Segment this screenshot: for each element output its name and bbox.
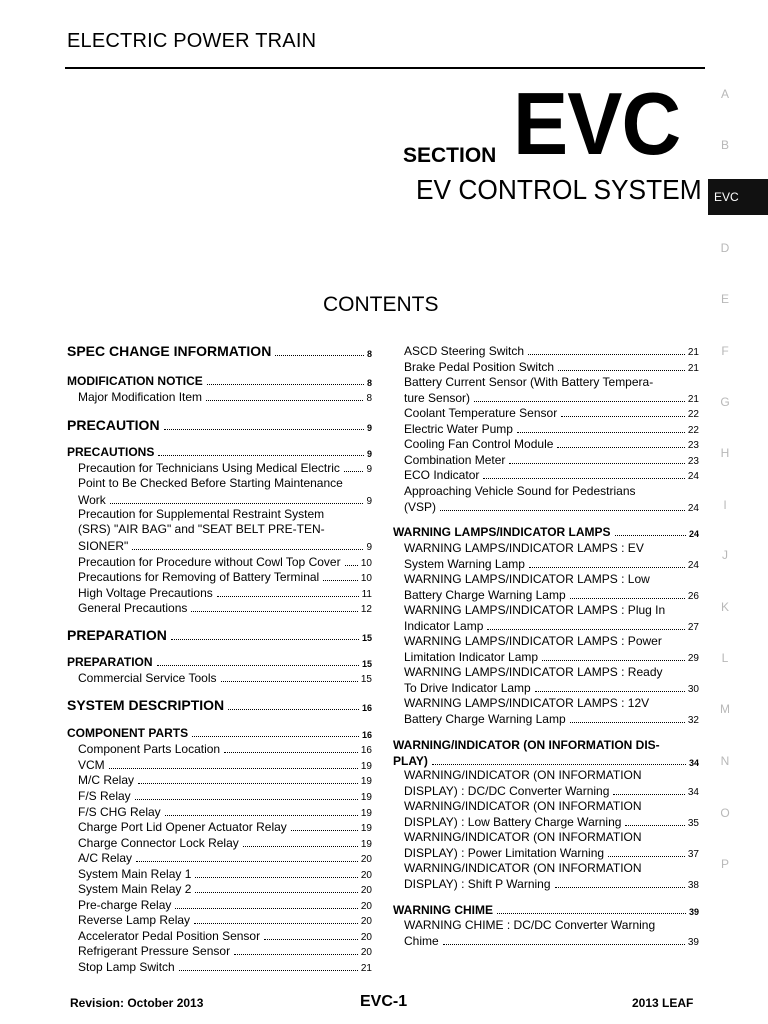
toc-entry-page: 19 bbox=[360, 761, 372, 772]
toc-entry-title: Coolant Temperature Sensor bbox=[404, 406, 558, 420]
side-tab-letter[interactable]: K bbox=[720, 600, 729, 614]
toc-entry-title: Combination Meter bbox=[404, 453, 506, 467]
toc-entry-title: PLAY) bbox=[393, 754, 428, 768]
toc-entry-title: Pre-charge Relay bbox=[78, 898, 172, 912]
toc-entry[interactable] bbox=[67, 627, 372, 643]
toc-entry[interactable] bbox=[404, 650, 699, 664]
toc-entry-page: 12 bbox=[360, 604, 372, 615]
toc-entry-page: 20 bbox=[360, 885, 372, 896]
toc-entry-line: (SRS) "AIR BAG" and "SEAT BELT PRE-TEN- bbox=[78, 522, 325, 536]
toc-entry[interactable] bbox=[78, 570, 372, 584]
dot-leader bbox=[110, 503, 364, 504]
toc-entry-page: 20 bbox=[360, 947, 372, 958]
dot-leader bbox=[558, 370, 685, 371]
toc-entry[interactable] bbox=[78, 539, 372, 553]
toc-entry-page: 26 bbox=[687, 591, 699, 602]
toc-entry-line: WARNING/INDICATOR (ON INFORMATION bbox=[404, 768, 642, 782]
toc-entry-title: (VSP) bbox=[404, 500, 437, 514]
toc-entry-line: WARNING/INDICATOR (ON INFORMATION bbox=[404, 861, 642, 875]
toc-entry-page: 16 bbox=[361, 730, 372, 740]
dot-leader bbox=[179, 970, 358, 971]
toc-entry-title: SPEC CHANGE INFORMATION bbox=[67, 343, 272, 359]
dot-leader bbox=[570, 598, 685, 599]
dot-leader bbox=[615, 535, 686, 536]
dot-leader bbox=[625, 825, 684, 826]
toc-entry-title: VCM bbox=[78, 758, 105, 772]
side-tab-letter[interactable]: A bbox=[720, 87, 729, 101]
dot-leader bbox=[165, 815, 358, 816]
toc-entry-line: WARNING/INDICATOR (ON INFORMATION bbox=[404, 799, 642, 813]
toc-entry[interactable] bbox=[393, 754, 699, 768]
toc-entry-page: 21 bbox=[360, 963, 372, 974]
toc-entry-page: 32 bbox=[687, 715, 699, 726]
toc-entry-title: To Drive Indicator Lamp bbox=[404, 681, 531, 695]
toc-entry-title: Precautions for Removing of Battery Terminal bbox=[78, 570, 320, 584]
dot-leader bbox=[517, 432, 685, 433]
toc-entry[interactable] bbox=[404, 406, 699, 420]
dot-leader bbox=[157, 665, 359, 666]
toc-entry[interactable] bbox=[404, 360, 699, 374]
toc-entry-title: Charge Connector Lock Relay bbox=[78, 836, 239, 850]
toc-entry[interactable] bbox=[404, 500, 699, 514]
toc-entry-page: 10 bbox=[360, 558, 372, 569]
toc-entry-page: 20 bbox=[360, 870, 372, 881]
toc-entry[interactable] bbox=[78, 944, 372, 958]
toc-entry[interactable] bbox=[67, 445, 372, 459]
toc-entry-title: MODIFICATION NOTICE bbox=[67, 374, 203, 388]
toc-entry[interactable] bbox=[78, 867, 372, 881]
toc-entry[interactable] bbox=[78, 742, 372, 756]
toc-entry-page: 9 bbox=[366, 449, 372, 459]
toc-entry-page: 29 bbox=[687, 653, 699, 664]
toc-entry-title: Electric Water Pump bbox=[404, 422, 513, 436]
toc-entry-title: Cooling Fan Control Module bbox=[404, 437, 554, 451]
toc-entry-page: 39 bbox=[688, 907, 699, 917]
toc-entry[interactable] bbox=[78, 820, 372, 834]
toc-entry-title: ECO Indicator bbox=[404, 468, 480, 482]
dot-leader bbox=[509, 463, 684, 464]
dot-leader bbox=[132, 549, 363, 550]
dot-leader bbox=[194, 923, 358, 924]
side-tab-letter[interactable]: B bbox=[720, 138, 729, 152]
side-tab-letter[interactable]: M bbox=[720, 702, 730, 716]
toc-entry-line: WARNING LAMPS/INDICATOR LAMPS : Low bbox=[404, 572, 650, 586]
toc-entry-title: A/C Relay bbox=[78, 851, 133, 865]
side-tab-letter[interactable]: L bbox=[721, 651, 729, 665]
dot-leader bbox=[275, 355, 364, 356]
toc-entry-title: DISPLAY) : Low Battery Charge Warning bbox=[404, 815, 622, 829]
toc-entry[interactable] bbox=[404, 468, 699, 482]
toc-entry-title: SYSTEM DESCRIPTION bbox=[67, 697, 225, 713]
toc-entry-title: Component Parts Location bbox=[78, 742, 221, 756]
dot-leader bbox=[264, 939, 358, 940]
toc-entry-line: WARNING LAMPS/INDICATOR LAMPS : Ready bbox=[404, 665, 663, 679]
dot-leader bbox=[535, 691, 685, 692]
toc-entry-page: 19 bbox=[360, 776, 372, 787]
toc-entry-page: 22 bbox=[687, 425, 699, 436]
toc-entry-page: 15 bbox=[361, 633, 372, 643]
toc-entry-page: 27 bbox=[687, 622, 699, 633]
toc-entry-line: WARNING LAMPS/INDICATOR LAMPS : 12V bbox=[404, 696, 650, 710]
toc-entry-page: 24 bbox=[687, 503, 699, 514]
side-tab-letter[interactable]: G bbox=[720, 395, 730, 409]
toc-entry[interactable] bbox=[404, 846, 699, 860]
toc-entry-title: System Warning Lamp bbox=[404, 557, 525, 571]
toc-entry[interactable] bbox=[67, 697, 372, 713]
toc-entry-page: 20 bbox=[360, 932, 372, 943]
toc-entry[interactable] bbox=[78, 461, 372, 475]
toc-entry-page: 19 bbox=[360, 823, 372, 834]
dot-leader bbox=[291, 830, 358, 831]
dot-leader bbox=[192, 736, 359, 737]
dot-leader bbox=[109, 768, 358, 769]
toc-entry[interactable] bbox=[404, 391, 699, 405]
dot-leader bbox=[528, 354, 685, 355]
dot-leader bbox=[217, 596, 359, 597]
dot-leader bbox=[443, 944, 685, 945]
toc-entry[interactable] bbox=[404, 712, 699, 726]
toc-entry-line: Point to Be Checked Before Starting Maintenance bbox=[78, 476, 343, 490]
toc-entry[interactable] bbox=[78, 851, 372, 865]
toc-entry-page: 24 bbox=[688, 529, 699, 539]
dot-leader bbox=[440, 510, 685, 511]
toc-entry[interactable] bbox=[78, 390, 372, 404]
dot-leader bbox=[483, 478, 685, 479]
toc-entry[interactable] bbox=[404, 877, 699, 891]
toc-entry-page: 19 bbox=[360, 792, 372, 803]
toc-entry-page: 10 bbox=[360, 573, 372, 584]
toc-entry-page: 24 bbox=[687, 471, 699, 482]
toc-entry-line: Precaution for Supplemental Restraint System bbox=[78, 507, 325, 521]
toc-entry-page: 20 bbox=[360, 901, 372, 912]
toc-entry-title: F/S Relay bbox=[78, 789, 131, 803]
toc-entry[interactable] bbox=[78, 586, 372, 600]
toc-entry-title: WARNING LAMPS/INDICATOR LAMPS bbox=[393, 525, 611, 539]
toc-entry-line: WARNING/INDICATOR (ON INFORMATION bbox=[404, 830, 642, 844]
toc-entry-title: Indicator Lamp bbox=[404, 619, 484, 633]
dot-leader bbox=[171, 639, 359, 640]
footer-revision: Revision: October 2013 bbox=[70, 996, 204, 1010]
toc-entry[interactable] bbox=[404, 588, 699, 602]
side-tab-letter[interactable]: I bbox=[723, 498, 727, 512]
dot-leader bbox=[195, 877, 358, 878]
footer-model: 2013 LEAF bbox=[632, 996, 694, 1010]
header-rule bbox=[65, 67, 705, 69]
dot-leader bbox=[195, 892, 358, 893]
side-tab-letter[interactable]: O bbox=[720, 806, 730, 820]
toc-entry-page: 15 bbox=[360, 674, 372, 685]
toc-entry[interactable] bbox=[404, 344, 699, 358]
toc-entry-line: WARNING LAMPS/INDICATOR LAMPS : Plug In bbox=[404, 603, 666, 617]
toc-entry[interactable] bbox=[404, 437, 699, 451]
toc-entry-page: 30 bbox=[687, 684, 699, 695]
toc-entry-title: Battery Charge Warning Lamp bbox=[404, 712, 566, 726]
toc-entry-title: DISPLAY) : DC/DC Converter Warning bbox=[404, 784, 610, 798]
toc-entry[interactable] bbox=[78, 758, 372, 772]
dot-leader bbox=[542, 660, 685, 661]
toc-entry-page: 34 bbox=[687, 787, 699, 798]
dot-leader bbox=[474, 401, 685, 402]
toc-entry-title: DISPLAY) : Power Limitation Warning bbox=[404, 846, 605, 860]
toc-entry-page: 23 bbox=[687, 440, 699, 451]
toc-entry[interactable] bbox=[404, 422, 699, 436]
toc-entry-page: 9 bbox=[366, 423, 372, 433]
toc-entry-page: 19 bbox=[360, 808, 372, 819]
dot-leader bbox=[135, 799, 358, 800]
toc-entry-page: 19 bbox=[360, 839, 372, 850]
toc-entry-page: 9 bbox=[366, 496, 372, 507]
toc-entry-page: 11 bbox=[361, 589, 372, 600]
toc-entry-page: 9 bbox=[366, 464, 372, 475]
toc-entry-title: Charge Port Lid Opener Actuator Relay bbox=[78, 820, 287, 834]
section-code: EVC bbox=[513, 74, 681, 173]
toc-entry-title: ture Sensor) bbox=[404, 391, 471, 405]
toc-entry-page: 9 bbox=[366, 542, 372, 553]
toc-entry-title: ASCD Steering Switch bbox=[404, 344, 525, 358]
toc-entry-title: Stop Lamp Switch bbox=[78, 960, 175, 974]
toc-entry-title: PREPARATION bbox=[67, 655, 153, 669]
toc-entry-page: 39 bbox=[687, 937, 699, 948]
toc-entry-page: 21 bbox=[687, 363, 699, 374]
dot-leader bbox=[207, 384, 364, 385]
toc-entry-title: Work bbox=[78, 493, 106, 507]
toc-entry-title: M/C Relay bbox=[78, 773, 135, 787]
toc-entry-page: 34 bbox=[688, 758, 699, 768]
side-tab-letter[interactable]: D bbox=[720, 241, 730, 255]
toc-entry-page: 22 bbox=[687, 409, 699, 420]
dot-leader bbox=[175, 908, 358, 909]
toc-entry-page: 21 bbox=[687, 347, 699, 358]
manual-header-title: ELECTRIC POWER TRAIN bbox=[67, 30, 317, 52]
toc-entry-page: 15 bbox=[361, 659, 372, 669]
dot-leader bbox=[561, 416, 685, 417]
toc-entry-title: Accelerator Pedal Position Sensor bbox=[78, 929, 261, 943]
toc-entry-page: 37 bbox=[687, 849, 699, 860]
toc-entry[interactable] bbox=[78, 882, 372, 896]
toc-entry[interactable] bbox=[404, 681, 699, 695]
dot-leader bbox=[224, 752, 358, 753]
dot-leader bbox=[228, 709, 359, 710]
toc-entry-title: PRECAUTIONS bbox=[67, 445, 155, 459]
toc-entry[interactable] bbox=[78, 493, 372, 507]
dot-leader bbox=[529, 567, 685, 568]
toc-entry-page: 24 bbox=[687, 560, 699, 571]
section-name: EV CONTROL SYSTEM bbox=[416, 174, 702, 205]
toc-entry-title: SIONER" bbox=[78, 539, 129, 553]
toc-entry[interactable] bbox=[78, 555, 372, 569]
toc-entry[interactable] bbox=[78, 773, 372, 787]
toc-entry-title: Reverse Lamp Relay bbox=[78, 913, 191, 927]
side-tab-letter[interactable]: J bbox=[722, 548, 728, 562]
toc-entry[interactable] bbox=[404, 619, 699, 633]
dot-leader bbox=[432, 764, 686, 765]
toc-entry-page: 21 bbox=[687, 394, 699, 405]
dot-leader bbox=[243, 846, 358, 847]
toc-entry-page: 8 bbox=[366, 378, 372, 388]
dot-leader bbox=[570, 722, 685, 723]
toc-entry[interactable] bbox=[404, 815, 699, 829]
toc-entry-title: Precaution for Technicians Using Medical Electric bbox=[78, 461, 340, 475]
dot-leader bbox=[136, 861, 358, 862]
toc-entry-title: System Main Relay 2 bbox=[78, 882, 192, 896]
toc-entry-title: PRECAUTION bbox=[67, 417, 160, 433]
side-tab-active[interactable]: EVC bbox=[708, 179, 768, 215]
side-tab-letter[interactable]: F bbox=[721, 344, 729, 358]
dot-leader bbox=[221, 681, 358, 682]
toc-entry[interactable] bbox=[67, 655, 372, 669]
side-tab-letter[interactable]: H bbox=[720, 446, 730, 460]
toc-entry-title: Refrigerant Pressure Sensor bbox=[78, 944, 231, 958]
toc-entry-page: 8 bbox=[366, 393, 372, 404]
toc-entry-page: 23 bbox=[687, 456, 699, 467]
toc-entry-line: WARNING CHIME : DC/DC Converter Warning bbox=[404, 918, 656, 932]
toc-entry-page: 16 bbox=[360, 745, 372, 756]
dot-leader bbox=[164, 429, 364, 430]
dot-leader bbox=[138, 783, 358, 784]
dot-leader bbox=[191, 611, 357, 612]
toc-entry-page: 20 bbox=[360, 854, 372, 865]
side-tab-letter[interactable]: P bbox=[720, 857, 729, 871]
toc-entry-title: Limitation Indicator Lamp bbox=[404, 650, 539, 664]
toc-entry-title: F/S CHG Relay bbox=[78, 805, 161, 819]
section-label: SECTION bbox=[403, 144, 497, 167]
dot-leader bbox=[158, 455, 364, 456]
toc-entry-title: Battery Charge Warning Lamp bbox=[404, 588, 566, 602]
dot-leader bbox=[497, 913, 686, 914]
toc-entry[interactable] bbox=[404, 784, 699, 798]
dot-leader bbox=[234, 954, 358, 955]
toc-entry-line: WARNING LAMPS/INDICATOR LAMPS : Power bbox=[404, 634, 662, 648]
toc-entry-title: PREPARATION bbox=[67, 627, 167, 643]
toc-entry-line: Battery Current Sensor (With Battery Tempera- bbox=[404, 375, 654, 389]
toc-entry[interactable] bbox=[78, 898, 372, 912]
toc-entry-page: 8 bbox=[366, 349, 372, 359]
toc-entry-page: 38 bbox=[687, 880, 699, 891]
dot-leader bbox=[206, 400, 363, 401]
toc-entry[interactable] bbox=[78, 929, 372, 943]
toc-entry-title: Brake Pedal Position Switch bbox=[404, 360, 555, 374]
toc-entry-title: DISPLAY) : Shift P Warning bbox=[404, 877, 551, 891]
toc-entry[interactable] bbox=[78, 836, 372, 850]
toc-entry[interactable] bbox=[404, 453, 699, 467]
dot-leader bbox=[345, 565, 358, 566]
toc-entry[interactable] bbox=[404, 557, 699, 571]
dot-leader bbox=[608, 856, 685, 857]
toc-entry-page: 35 bbox=[687, 818, 699, 829]
toc-entry-title: Major Modification Item bbox=[78, 390, 203, 404]
dot-leader bbox=[613, 794, 684, 795]
side-tab-letter[interactable]: N bbox=[720, 754, 730, 768]
side-tab-letter[interactable]: E bbox=[720, 292, 729, 306]
toc-entry[interactable] bbox=[78, 805, 372, 819]
toc-entry-page: 16 bbox=[361, 703, 372, 713]
toc-entry-page: 20 bbox=[360, 916, 372, 927]
toc-entry-title: General Precautions bbox=[78, 601, 188, 615]
toc-entry[interactable] bbox=[67, 726, 372, 740]
toc-entry[interactable] bbox=[67, 417, 372, 433]
toc-entry-title: Precaution for Procedure without Cowl Top Cover bbox=[78, 555, 341, 569]
toc-entry[interactable] bbox=[78, 601, 372, 615]
toc-entry-title: High Voltage Precautions bbox=[78, 586, 213, 600]
dot-leader bbox=[555, 887, 685, 888]
toc-entry[interactable] bbox=[78, 789, 372, 803]
toc-entry-title: WARNING CHIME bbox=[393, 903, 493, 917]
dot-leader bbox=[487, 629, 684, 630]
toc-entry[interactable] bbox=[393, 903, 699, 917]
toc-entry-line: Approaching Vehicle Sound for Pedestrians bbox=[404, 484, 636, 498]
toc-entry[interactable] bbox=[78, 913, 372, 927]
toc-entry[interactable] bbox=[78, 960, 372, 974]
toc-entry-line: WARNING/INDICATOR (ON INFORMATION DIS- bbox=[393, 738, 660, 752]
contents-title: CONTENTS bbox=[323, 293, 439, 316]
footer-page-number: EVC-1 bbox=[360, 993, 408, 1010]
toc-entry-title: Commercial Service Tools bbox=[78, 671, 217, 685]
toc-entry[interactable] bbox=[393, 525, 699, 539]
dot-leader bbox=[557, 447, 684, 448]
toc-entry[interactable] bbox=[404, 934, 699, 948]
toc-entry[interactable] bbox=[67, 343, 372, 359]
toc-entry-title: COMPONENT PARTS bbox=[67, 726, 189, 740]
toc-entry-line: WARNING LAMPS/INDICATOR LAMPS : EV bbox=[404, 541, 644, 555]
dot-leader bbox=[323, 580, 358, 581]
toc-entry-title: System Main Relay 1 bbox=[78, 867, 192, 881]
toc-entry-title: Chime bbox=[404, 934, 439, 948]
dot-leader bbox=[344, 471, 364, 472]
toc-entry[interactable] bbox=[78, 671, 372, 685]
toc-entry[interactable] bbox=[67, 374, 372, 388]
